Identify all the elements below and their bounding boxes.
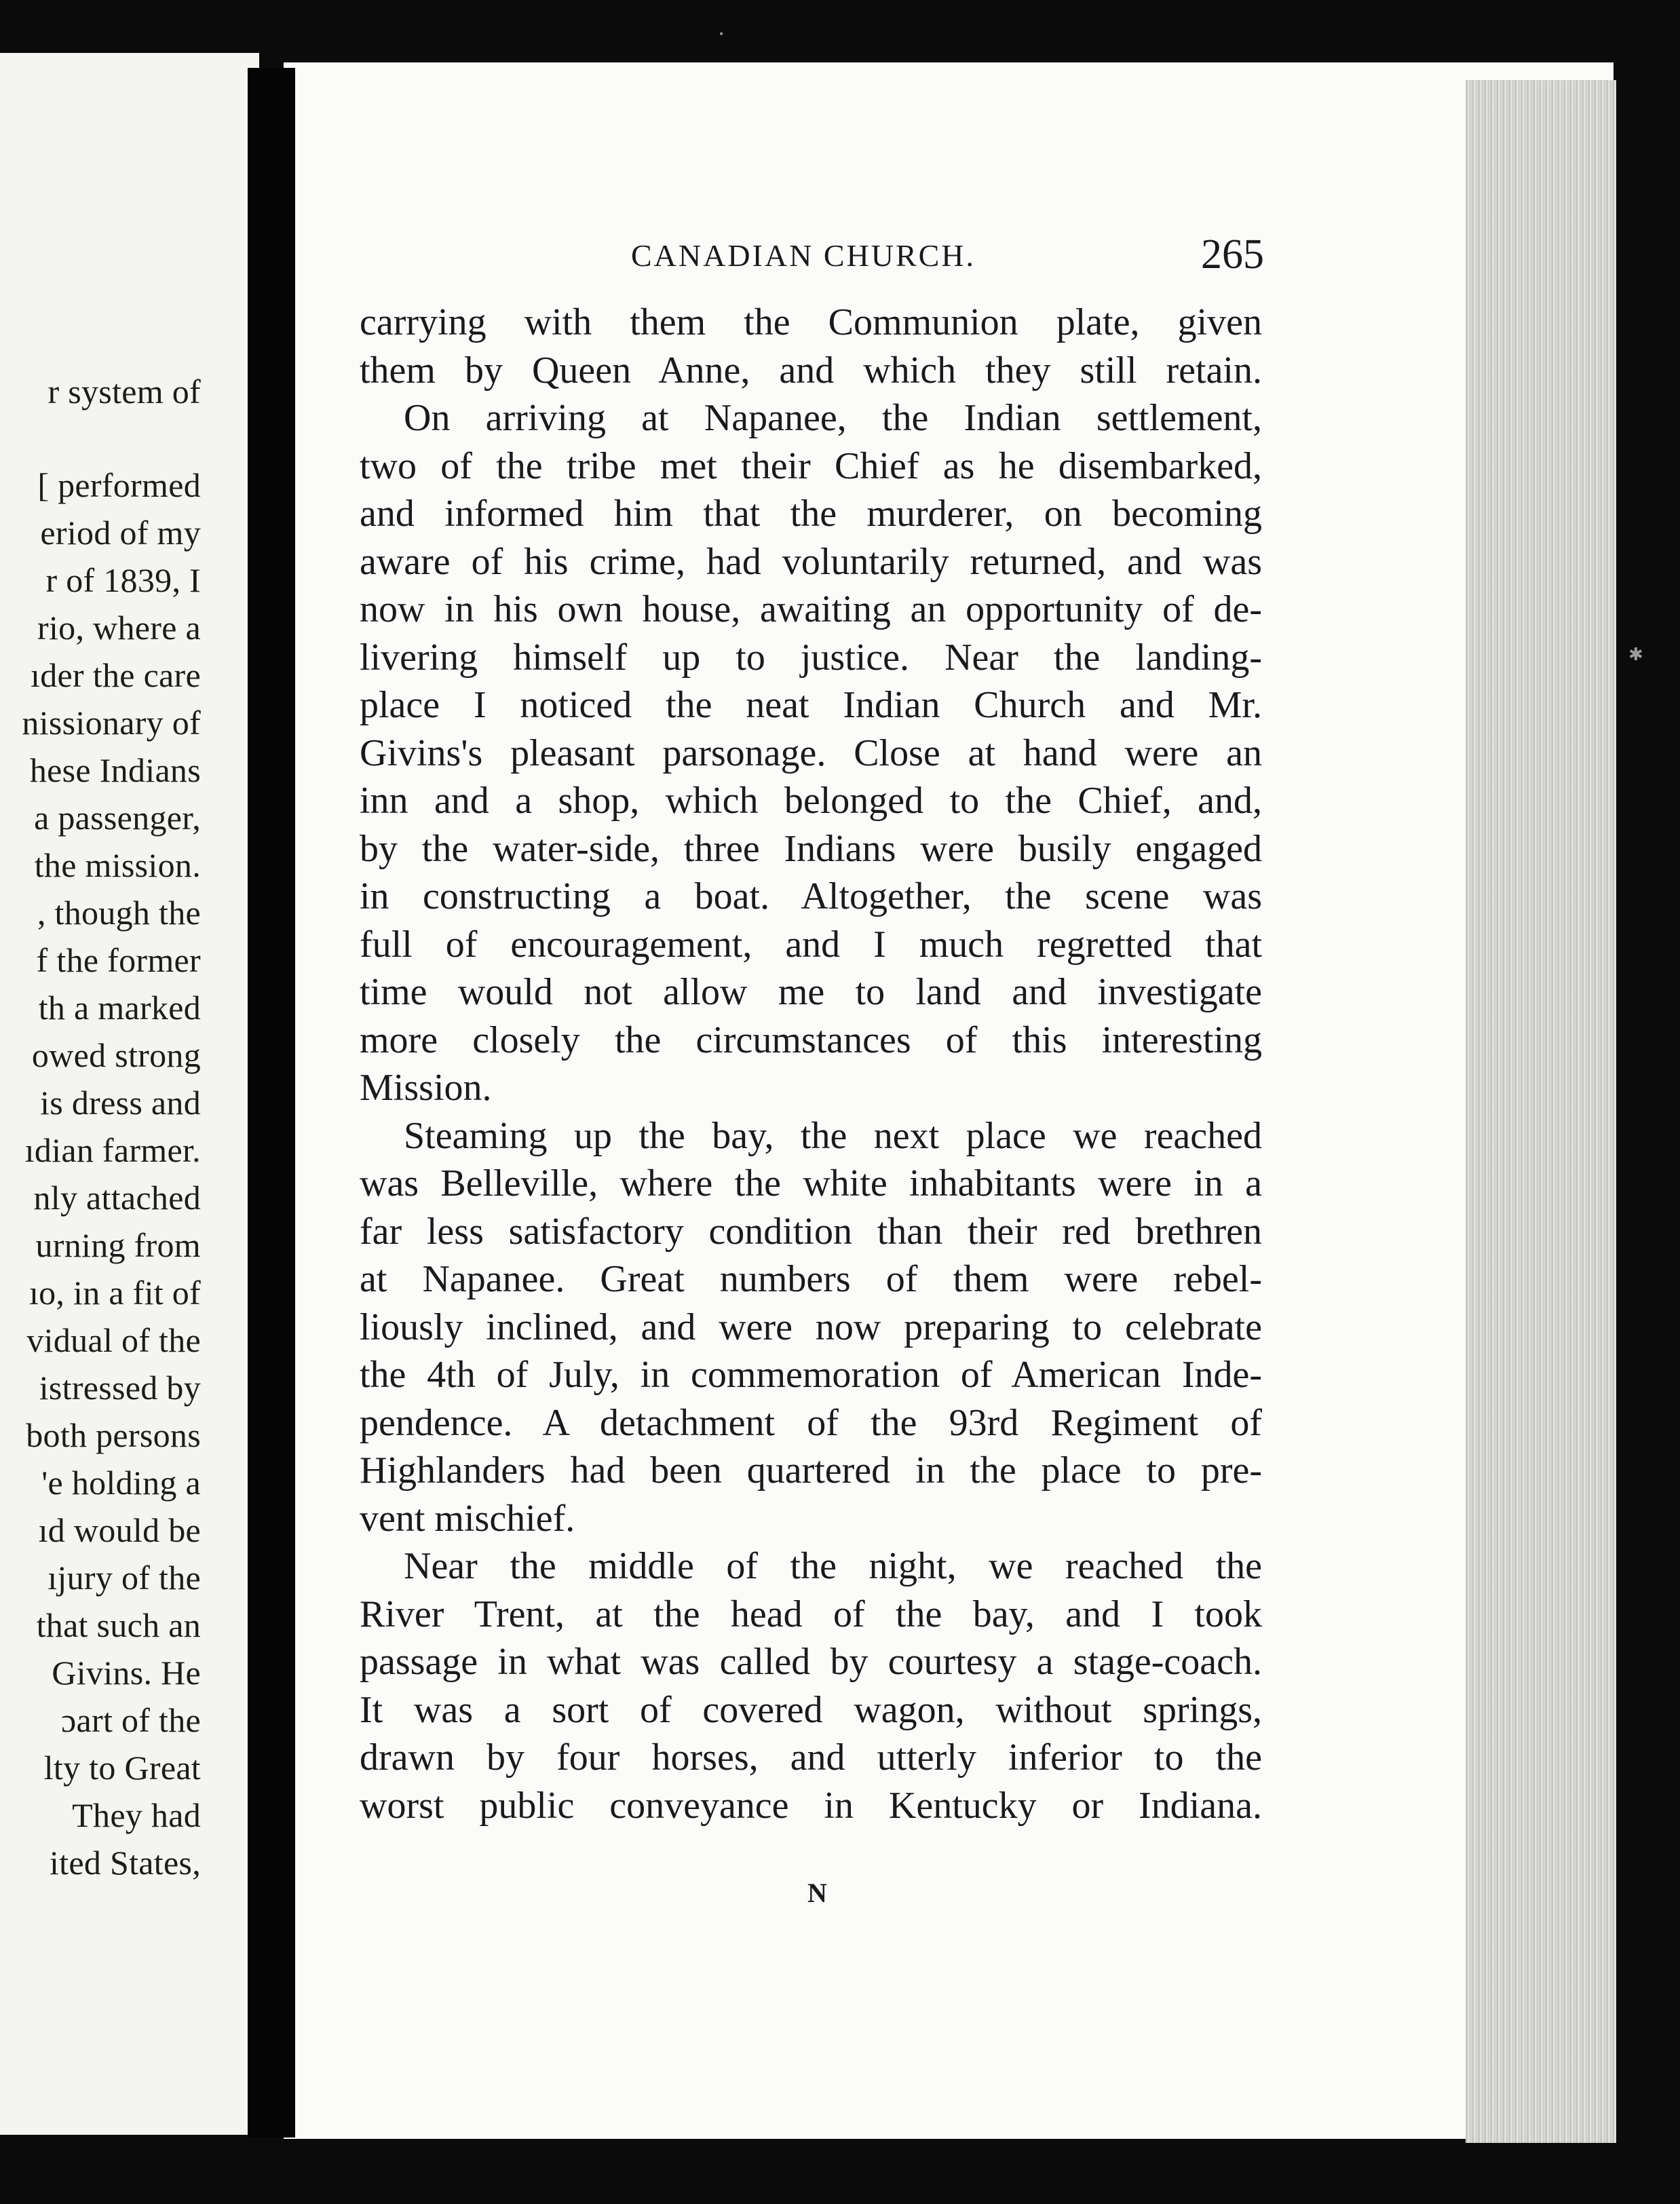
text-line: by the water-side, three Indians were busily engaged [360, 827, 1262, 870]
left-line: nissionary of [22, 704, 201, 742]
text-line: far less satisfactory condition than their red brethren [360, 1210, 1262, 1253]
scan-speck: ✱ [1628, 645, 1643, 664]
text-line: at Napanee. Great numbers of them were rebel- [360, 1258, 1262, 1300]
book-gutter [248, 68, 295, 2138]
text-line: inn and a shop, which belonged to the Chief, and, [360, 780, 1262, 822]
text-line: livering himself up to justice. Near the landing- [360, 636, 1262, 679]
text-line: Mission. [360, 1067, 492, 1109]
body-text [360, 299, 1262, 1829]
left-line: ıd would be [38, 1511, 201, 1549]
left-line: , though the [37, 894, 201, 932]
text-line: Givins's pleasant parsonage. Close at hand were an [360, 732, 1262, 774]
text-line: Steaming up the bay, the next place we reached [404, 1114, 1262, 1157]
left-line: [ performed [37, 466, 201, 504]
left-line: f the former [36, 941, 201, 979]
text-line: drawn by four horses, and utterly inferior to the [360, 1736, 1262, 1779]
text-line: place I noticed the neat Indian Church and Mr. [360, 684, 1262, 726]
text-line: was Belleville, where the white inhabitants were in a [360, 1162, 1262, 1204]
text-line: in constructing a boat. Altogether, the scene was [360, 875, 1262, 917]
page-edges [1466, 80, 1616, 2143]
left-line: that such an [36, 1606, 201, 1644]
left-line: nly attached [33, 1179, 201, 1217]
text-line: and informed him that the murderer, on becoming [360, 493, 1262, 535]
text-line: River Trent, at the head of the bay, and I took [360, 1593, 1262, 1635]
left-line: 'e holding a [41, 1464, 201, 1502]
left-line: the mission. [34, 846, 201, 884]
text-line: carrying with them the Communion plate, given [360, 301, 1262, 343]
left-line: ıo, in a fit of [28, 1274, 201, 1312]
text-line: vent mischief. [360, 1497, 575, 1540]
text-line: liously inclined, and were now preparing to celebrate [360, 1306, 1262, 1348]
left-line: urning from [35, 1226, 201, 1264]
text-line: On arriving at Napanee, the Indian settlement, [404, 397, 1262, 439]
left-line: ıder the care [31, 656, 201, 694]
text-line: aware of his crime, had voluntarily returned, and was [360, 540, 1262, 583]
text-line: time would not allow me to land and investigate [360, 971, 1262, 1013]
left-line: istressed by [39, 1369, 201, 1407]
left-line: ɔart of the [61, 1701, 201, 1739]
text-line: passage in what was called by courtesy a stage-coach. [360, 1641, 1262, 1683]
text-line: more closely the circumstances of this interesting [360, 1019, 1262, 1061]
left-line: r system of [47, 373, 201, 411]
text-line: pendence. A detachment of the 93rd Regiment of [360, 1401, 1262, 1444]
running-header: CANADIAN CHURCH. [631, 238, 976, 273]
left-line: ited States, [49, 1844, 201, 1882]
left-line: eriod of my [40, 514, 201, 552]
text-line: the 4th of July, in commemoration of American Inde- [360, 1354, 1262, 1396]
left-line: Givins. He [52, 1654, 201, 1692]
left-line: ıdian farmer. [24, 1131, 201, 1169]
left-line: th a marked [38, 989, 201, 1027]
page-number: 265 [1201, 231, 1264, 278]
text-line: worst public conveyance in Kentucky or Indiana. [360, 1784, 1262, 1827]
scan-speck: • [719, 27, 724, 41]
left-line: both persons [26, 1416, 201, 1454]
text-line: them by Queen Anne, and which they still retain. [360, 349, 1262, 392]
left-line: rio, where a [37, 609, 201, 647]
left-line: a passenger, [34, 799, 201, 837]
text-line: Near the middle of the night, we reached the [404, 1545, 1262, 1587]
text-line: full of encouragement, and I much regretted that [360, 923, 1262, 966]
left-line: r of 1839, I [45, 561, 201, 599]
signature-mark: N [807, 1878, 827, 1908]
left-line: They had [72, 1796, 201, 1834]
left-page [0, 53, 259, 2135]
left-line: ıjury of the [47, 1559, 201, 1597]
text-line: two of the tribe met their Chief as he disembarked, [360, 444, 1262, 487]
left-line: is dress and [40, 1084, 201, 1122]
left-line: vidual of the [26, 1321, 201, 1359]
text-line: Highlanders had been quartered in the place to pre- [360, 1449, 1262, 1492]
text-line: It was a sort of covered wagon, without springs, [360, 1688, 1262, 1731]
left-line: owed strong [31, 1036, 201, 1074]
left-line: lty to Great [43, 1749, 201, 1787]
text-line: now in his own house, awaiting an opportunity of de- [360, 588, 1262, 630]
left-line: hese Indians [29, 751, 201, 789]
